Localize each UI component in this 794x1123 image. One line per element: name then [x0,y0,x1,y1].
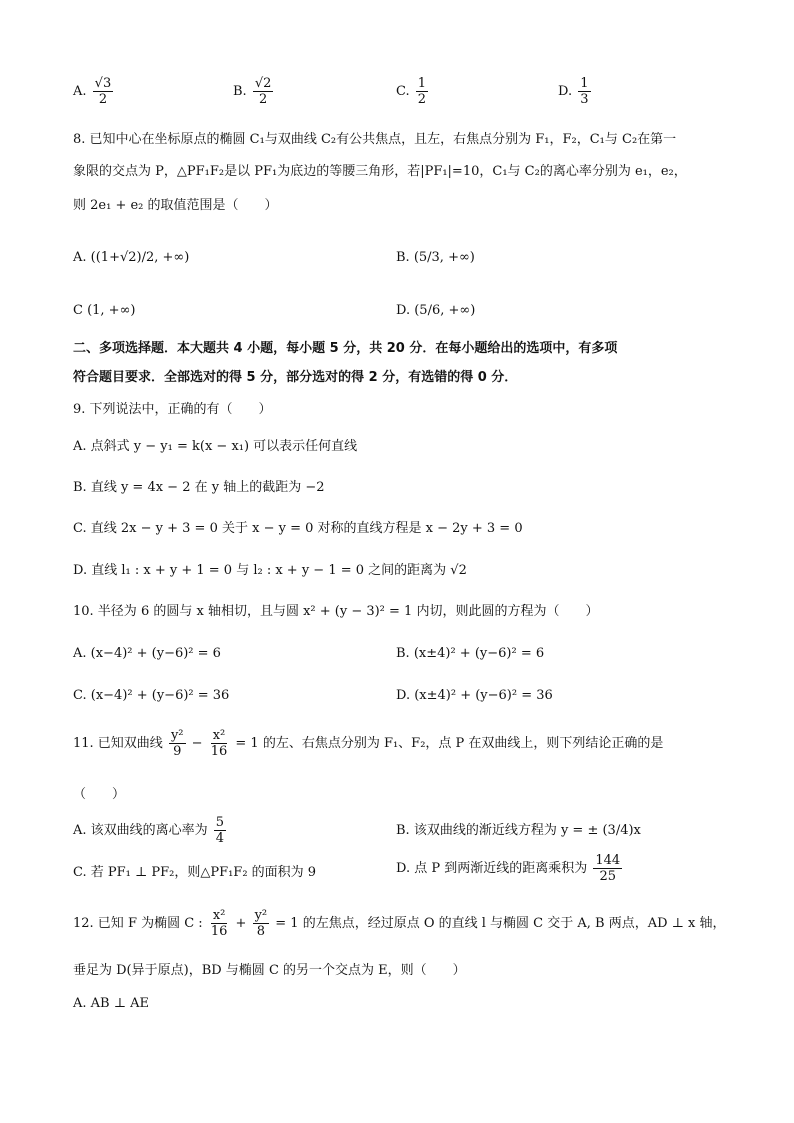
q7-option-a: A. $\frac{√3}{2}$ [73,76,112,107]
q10-stem: 10. 半径为 6 的圆与 x 轴相切，且与圆 x² + (y − 3)² = 1 内切，则此圆的方程为（ ） [73,604,599,619]
q8-stem-line2: 象限的交点为 P，△PF₁F₂是以 PF₁为底边的等腰三角形，若|PF₁|=10，C₁与 C₂的离心率分别为 e₁，e₂， [73,164,687,179]
q7-option-d: D. $\frac{1}{3}$ [558,76,589,107]
q11-stem-line2: （ ） [73,787,126,802]
q9-option-c: C. 直线 2x − y + 3 = 0 关于 x − y = 0 对称的直线方程是 x − 2y + 3 = 0 [73,521,523,536]
section2-title-line2: 符合题目要求．全部选对的得 5 分，部分选对的得 2 分，有选错的得 0 分． [73,370,518,385]
q11-option-a: A. 该双曲线的离心率为 $\frac{5}{4}$ [73,815,225,846]
q10-option-b: B. (x±4)² + (y−6)² = 6 [396,646,545,661]
q12-stem-line2: 垂足为 D(异于原点)，BD 与椭圆 C 的另一个交点为 E，则（ ） [73,963,466,978]
q12-option-a: A. AB ⊥ AE [73,996,149,1011]
q8-option-b: B. (5/3, +∞) [396,250,475,265]
q9-option-d: D. 直线 l₁ : x + y + 1 = 0 与 l₂ : x + y − 1 = 0 之间的距离为 √2 [73,563,467,578]
q9-option-b: B. 直线 y = 4x − 2 在 y 轴上的截距为 −2 [73,480,325,495]
q9-stem: 9. 下列说法中，正确的有（ ） [73,402,272,417]
q8-option-d: D. (5/6, +∞) [396,303,476,318]
q12-stem: 12. 已知 F 为椭圆 C : $\frac{\text{x²}}{16}$ + $\frac{\text{y²}}{8}$ = 1 的左焦点，经过原点 O 的直线 l 与椭圆 C 交于 A, B 两点，AD ⊥ x 轴， [73,908,726,939]
q10-option-a: A. (x−4)² + (y−6)² = 6 [73,646,221,661]
q8-option-a: A. ((1+√2)/2, +∞) [73,250,190,265]
q11-option-c: C. 若 PF₁ ⊥ PF₂，则△PF₁F₂ 的面积为 9 [73,865,317,880]
q8-stem-line1: 8. 已知中心在坐标原点的椭圆 C₁与双曲线 C₂有公共焦点，且左，右焦点分别为 F₁，F₂，C₁与 C₂在第一 [73,132,677,147]
section2-title-line1: 二、多项选择题．本大题共 4 小题，每小题 5 分，共 20 分．在每小题给出的选项中，有多项 [73,341,618,356]
q10-option-d: D. (x±4)² + (y−6)² = 36 [396,688,553,703]
q7-option-b: B. $\frac{√2}{2}$ [233,76,272,107]
q11-stem: 11. 已知双曲线 $\frac{\text{y²}}{9}$ − $\frac{\text{x²}}{16}$ = 1 的左、右焦点分别为 F₁、F₂，点 P 在双曲线上，则下列结论正确的是 [73,728,664,759]
q8-stem-line3: 则 2e₁ + e₂ 的取值范围是（ ） [73,198,278,213]
q11-option-d: D. 点 P 到两渐近线的距离乘积为 $\frac{144}{25}$ [396,853,621,884]
q10-option-c: C. (x−4)² + (y−6)² = 36 [73,688,230,703]
q9-option-a: A. 点斜式 y − y₁ = k(x − x₁) 可以表示任何直线 [73,439,358,454]
q8-option-c: C (1, +∞) [73,303,136,318]
q11-option-b: B. 该双曲线的渐近线方程为 y = ± (3/4)x [396,823,641,838]
q7-option-c: C. $\frac{1}{2}$ [396,76,427,107]
